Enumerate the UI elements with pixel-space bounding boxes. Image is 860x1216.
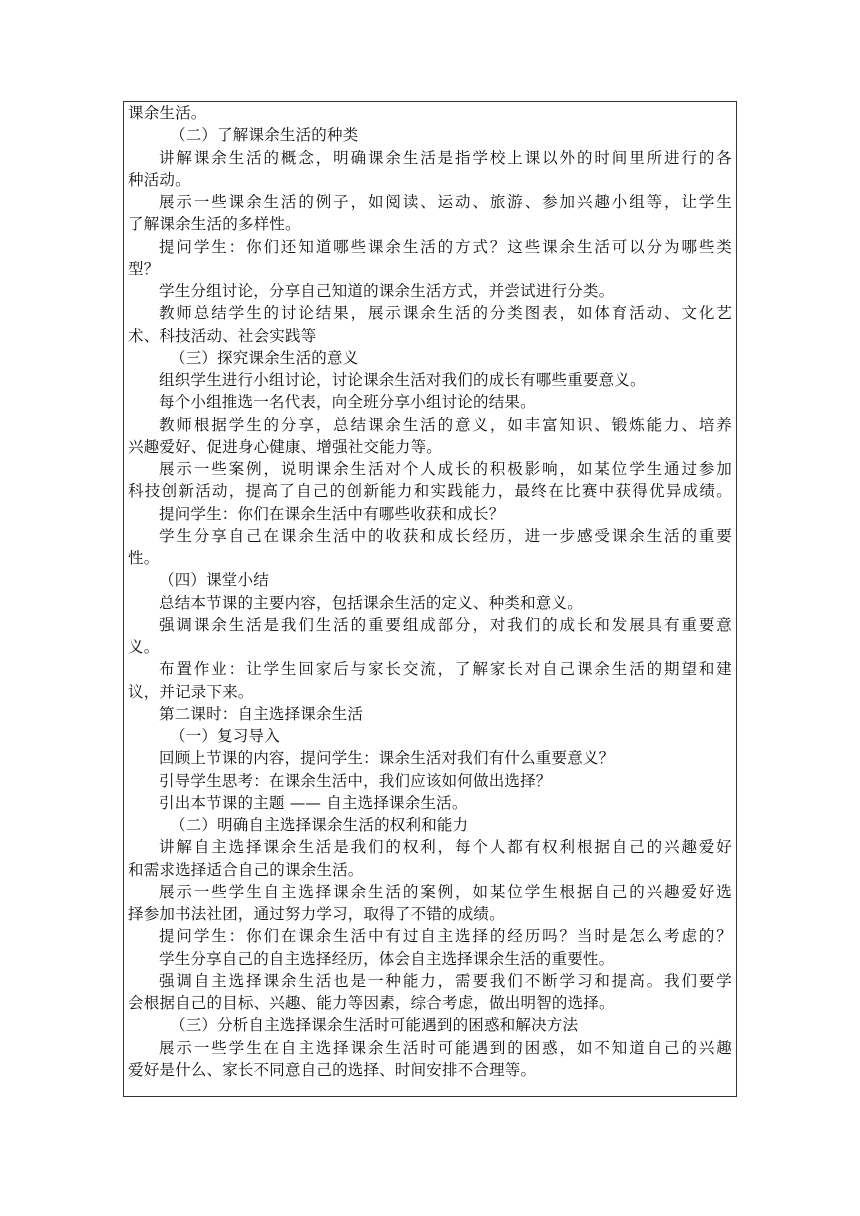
text-line: 术、科技活动、社会实践等 [128, 326, 317, 345]
text-line: 讲解自主选择课余生活是我们的权利，每个人都有权利根据自己的兴趣爱好 [159, 838, 732, 857]
text-line: 总结本节课的主要内容，包括课余生活的定义、种类和意义。 [159, 593, 583, 612]
text-line: 展示一些课余生活的例子，如阅读、运动、旅游、参加兴趣小组等，让学生 [159, 193, 732, 211]
text-line: （三）探究课余生活的意义 [170, 348, 359, 367]
text-line: （三）分析自主选择课余生活时可能遇到的困惑和解决方法 [170, 1016, 579, 1035]
text-line: 布置作业：让学生回家后与家长交流，了解家长对自己课余生活的期望和建 [159, 660, 732, 679]
text-line: 性。 [128, 549, 160, 567]
text-line: 会根据自己的目标、兴趣、能力等因素，综合考虑，做出明智的选择。 [128, 994, 615, 1012]
text-line: 引出本节课的主题 —— 自主选择课余生活。 [159, 793, 468, 812]
text-line: 组织学生进行小组讨论，讨论课余生活对我们的成长有哪些重要意义。 [159, 371, 646, 389]
text-line: 议，并记录下来。 [128, 682, 254, 701]
lesson-plan-table-cell [123, 101, 737, 1097]
text-line: 学生分组讨论，分享自己知道的课余生活方式，并尝试进行分类。 [159, 282, 615, 300]
text-line: （四）课堂小结 [159, 571, 269, 590]
text-line: 择参加书法社团，通过努力学习，取得了不错的成绩。 [128, 905, 505, 923]
text-line: 学生分享自己的自主选择经历，体会自主选择课余生活的重要性。 [159, 949, 615, 968]
text-line: 爱好是什么、家长不同意自己的选择、时间安排不合理等。 [128, 1060, 537, 1079]
text-line: 课余生活。 [128, 104, 207, 122]
text-line: 展示一些学生在自主选择课余生活时可能遇到的困惑，如不知道自己的兴趣 [159, 1038, 732, 1057]
text-line: 和需求选择适合自己的课余生活。 [128, 860, 364, 879]
text-line: 型？ [128, 259, 160, 278]
text-line: 提问学生：你们在课余生活中有过自主选择的经历吗？当时是怎么考虑的？ [159, 927, 732, 946]
text-line: （二）了解课余生活的种类 [170, 126, 359, 145]
text-line: 种活动。 [128, 170, 191, 189]
text-line: 展示一些学生自主选择课余生活的案例，如某位学生根据自己的兴趣爱好选 [159, 882, 732, 901]
text-line: 学生分享自己在课余生活中的收获和成长经历，进一步感受课余生活的重要 [159, 526, 732, 545]
text-line: 义。 [128, 638, 160, 656]
text-line: 回顾上节课的内容，提问学生：课余生活对我们有什么重要意义？ [159, 749, 615, 768]
text-line: 讲解课余生活的概念，明确课余生活是指学校上课以外的时间里所进行的各 [159, 148, 732, 167]
text-line: （二）明确自主选择课余生活的权利和能力 [170, 816, 469, 834]
text-line: 兴趣爱好、促进身心健康、增强社交能力等。 [128, 437, 443, 456]
text-line: 第二课时：自主选择课余生活 [159, 704, 364, 723]
text-line: 教师总结学生的讨论结果，展示课余生活的分类图表，如体育活动、文化艺 [159, 304, 732, 323]
text-line: 提问学生：你们在课余生活中有哪些收获和成长？ [159, 504, 505, 523]
text-line: 展示一些案例，说明课余生活对个人成长的积极影响，如某位学生通过参加 [159, 460, 732, 478]
text-line: 强调课余生活是我们生活的重要组成部分，对我们的成长和发展具有重要意 [159, 615, 732, 634]
text-line: 每个小组推选一名代表，向全班分享小组讨论的结果。 [159, 393, 536, 412]
text-line: 了解课余生活的多样性。 [128, 215, 301, 234]
text-line: 科技创新活动，提高了自己的创新能力和实践能力，最终在比赛中获得优异成绩。 [128, 482, 732, 501]
text-line: 引导学生思考：在课余生活中，我们应该如何做出选择？ [159, 771, 552, 790]
text-line: （一）复习导入 [170, 727, 280, 745]
text-line: 强调自主选择课余生活也是一种能力，需要我们不断学习和提高。我们要学 [159, 971, 732, 990]
text-line: 教师根据学生的分享，总结课余生活的意义，如丰富知识、锻炼能力、培养 [159, 415, 732, 434]
text-line: 提问学生：你们还知道哪些课余生活的方式？这些课余生活可以分为哪些类 [159, 237, 732, 256]
